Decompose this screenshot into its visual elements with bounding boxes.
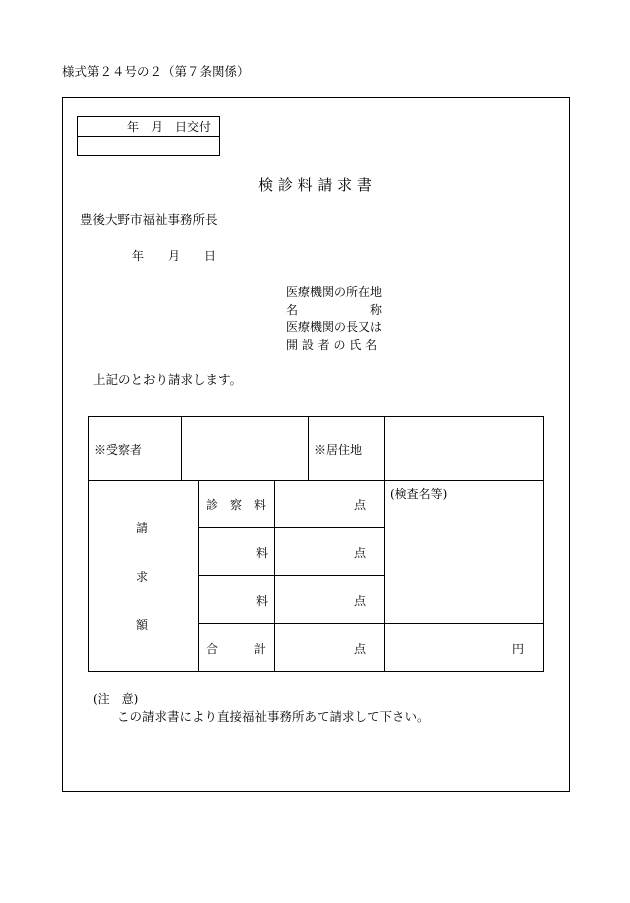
residence-label: ※居住地: [314, 443, 363, 457]
notes-heading: (注 意): [93, 692, 139, 706]
row-unit-1: 点: [354, 498, 367, 512]
institution-head-label: 医療機関の長又は: [286, 320, 383, 334]
total-label: 合 計: [206, 642, 267, 656]
row-item-2: 料: [256, 546, 269, 560]
patient-label: ※受察者: [94, 443, 143, 457]
row-unit-2: 点: [354, 546, 367, 560]
request-statement: 上記のとおり請求します。: [93, 372, 243, 387]
document-title: 検 診 料 請 求 書: [258, 176, 372, 194]
claim-label-1: 請: [136, 521, 149, 535]
claim-label-3: 額: [136, 618, 149, 632]
notes-text: この請求書により直接福祉事務所あて請求して下さい。: [117, 709, 430, 724]
institution-name-label: 名 称: [286, 303, 383, 317]
claim-table: [88, 416, 544, 672]
yen-unit: 円: [512, 642, 525, 656]
row-unit-3: 点: [354, 594, 367, 608]
institution-founder-label: 開 設 者 の 氏 名: [286, 338, 378, 352]
claim-label-2: 求: [136, 570, 149, 584]
issue-date-label: 年 月 日交付: [126, 120, 211, 134]
row-item-1: 診 察 料: [206, 498, 267, 512]
issue-date-header: [78, 117, 219, 137]
exam-name-label: (検査名等): [390, 487, 448, 501]
row-item-3: 料: [256, 594, 269, 608]
form-number: 様式第２４号の２（第７条関係）: [62, 64, 250, 79]
institution-address-label: 医療機関の所在地: [286, 285, 383, 299]
total-unit: 点: [354, 642, 367, 656]
request-date: 年 月 日: [132, 249, 217, 263]
addressee: 豊後大野市福祉事務所長: [80, 212, 218, 227]
issue-date-box: [77, 116, 220, 156]
